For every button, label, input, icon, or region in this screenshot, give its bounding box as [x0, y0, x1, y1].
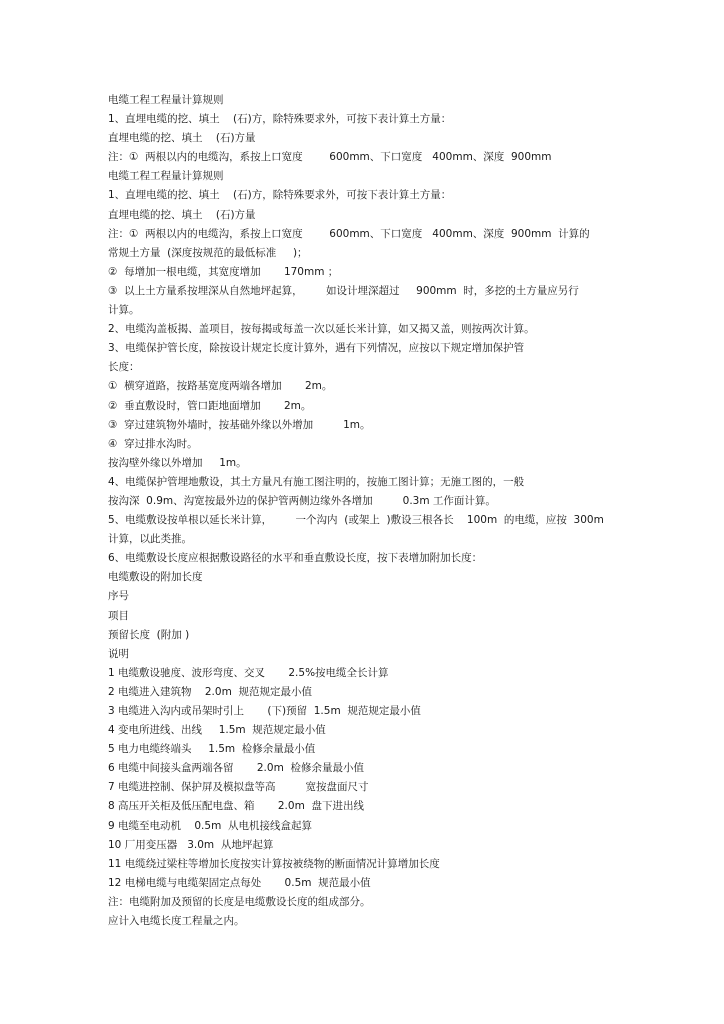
text-line: 3、电缆保护管长度，除按设计规定长度计算外，遇有下列情况，应按以下规定增加保护管 [108, 342, 525, 355]
text-line: 注：① 两根以内的电缆沟，系按上口宽度 600mm、下口宽度 400mm、深度 900mm [108, 151, 552, 164]
text-line: 常规土方量 (深度按规范的最低标准 )； [108, 246, 308, 259]
text-line: 按沟壁外缘以外增加 1m。 [108, 456, 247, 469]
text-line: 1、直埋电缆的挖、填土 (石)方，除特殊要求外，可按下表计算土方量： [108, 113, 452, 126]
text-line: 1 电缆敷设驰度、波形弯度、交叉 2.5%按电缆全长计算 [108, 666, 389, 679]
text-line: 7 电缆进控制、保护屏及模拟盘等高 宽按盘面尺寸 [108, 781, 369, 794]
text-line: 预留长度 (附加 ) [108, 628, 190, 641]
text-line: 5 电力电缆终端头 1.5m 检修余量最小值 [108, 743, 316, 756]
text-line: 2 电缆进入建筑物 2.0m 规范规定最小值 [108, 685, 312, 698]
text-line: 计算。 [108, 304, 140, 317]
text-line: 电缆敷设的附加长度 [108, 571, 203, 584]
text-line: 注：① 两根以内的电缆沟，系按上口宽度 600mm、下口宽度 400mm、深度 900mm 计算的 [108, 227, 590, 240]
text-line: 计算，以此类推。 [108, 533, 192, 546]
text-line: ② 垂直敷设时，管口距地面增加 2m。 [108, 399, 312, 412]
text-line: 按沟深 0.9m、沟宽按最外边的保护管两侧边缘外各增加 0.3m 工作面计算。 [108, 494, 496, 507]
text-line: 项目 [108, 609, 129, 622]
text-line: 11 电缆绕过梁柱等增加长度按实计算按被绕物的断面情况计算增加长度 [108, 857, 440, 870]
text-line: 9 电缆至电动机 0.5m 从电机接线盒起算 [108, 819, 312, 832]
text-line: 直埋电缆的挖、填土 (石)方量 [108, 208, 256, 221]
text-line: 直埋电缆的挖、填土 (石)方量 [108, 132, 256, 145]
text-line: 2、电缆沟盖板揭、盖项目，按每揭或每盖一次以延长米计算，如又揭又盖，则按两次计算。 [108, 323, 535, 336]
text-line: 3 电缆进入沟内或吊架时引上 (下)预留 1.5m 规范规定最小值 [108, 705, 421, 717]
text-line: 6、电缆敷设长度应根据敷设路径的水平和垂直敷设长度，按下表增加附加长度： [108, 552, 483, 565]
text-line: 序号 [108, 590, 129, 603]
text-line: 6 电缆中间接头盒两端各留 2.0m 检修余量最小值 [108, 762, 364, 775]
text-line: 8 高压开关柜及低压配电盘、箱 2.0m 盘下进出线 [108, 800, 364, 813]
text-line: 说明 [108, 647, 129, 660]
text-line: 长度： [108, 361, 140, 374]
text-line: ④ 穿过排水沟时。 [108, 437, 198, 450]
text-line: 12 电梯电缆与电缆架固定点每处 0.5m 规范最小值 [108, 876, 371, 889]
text-line: ③ 以上土方量系按埋深从自然地坪起算， 如设计埋深超过 900mm 时，多挖的土方量应另行 [108, 284, 579, 297]
text-line: 4、电缆保护管埋地敷设，其土方量凡有施工图注明的，按施工图计算；无施工图的，一般 [108, 475, 525, 488]
text-line: ① 横穿道路，按路基宽度两端各增加 2m。 [108, 380, 333, 393]
text-line: 4 变电所进线、出线 1.5m 规范规定最小值 [108, 724, 326, 737]
document-body [108, 91, 628, 931]
text-line: 电缆工程工程量计算规则 [108, 170, 224, 183]
text-line: 1、直埋电缆的挖、填土 (石)方，除特殊要求外，可按下表计算土方量： [108, 189, 452, 202]
document-title: 电缆工程工程量计算规则 [108, 94, 224, 106]
text-line: 10 厂用变压器 3.0m 从地坪起算 [108, 838, 274, 851]
text-line: ③ 穿过建筑物外墙时，按基础外缘以外增加 1m。 [108, 418, 371, 431]
text-line: 应计入电缆长度工程量之内。 [108, 915, 245, 928]
text-line: 5、电缆敷设按单根以延长米计算， 一个沟内 (或架上 )敷设三根各长 100m 的电缆，应按 300m [108, 514, 604, 527]
text-line: ② 每增加一根电缆，其宽度增加 170mm ； [108, 265, 339, 278]
text-line: 注：电缆附加及预留的长度是电缆敷设长度的组成部分。 [108, 895, 371, 908]
